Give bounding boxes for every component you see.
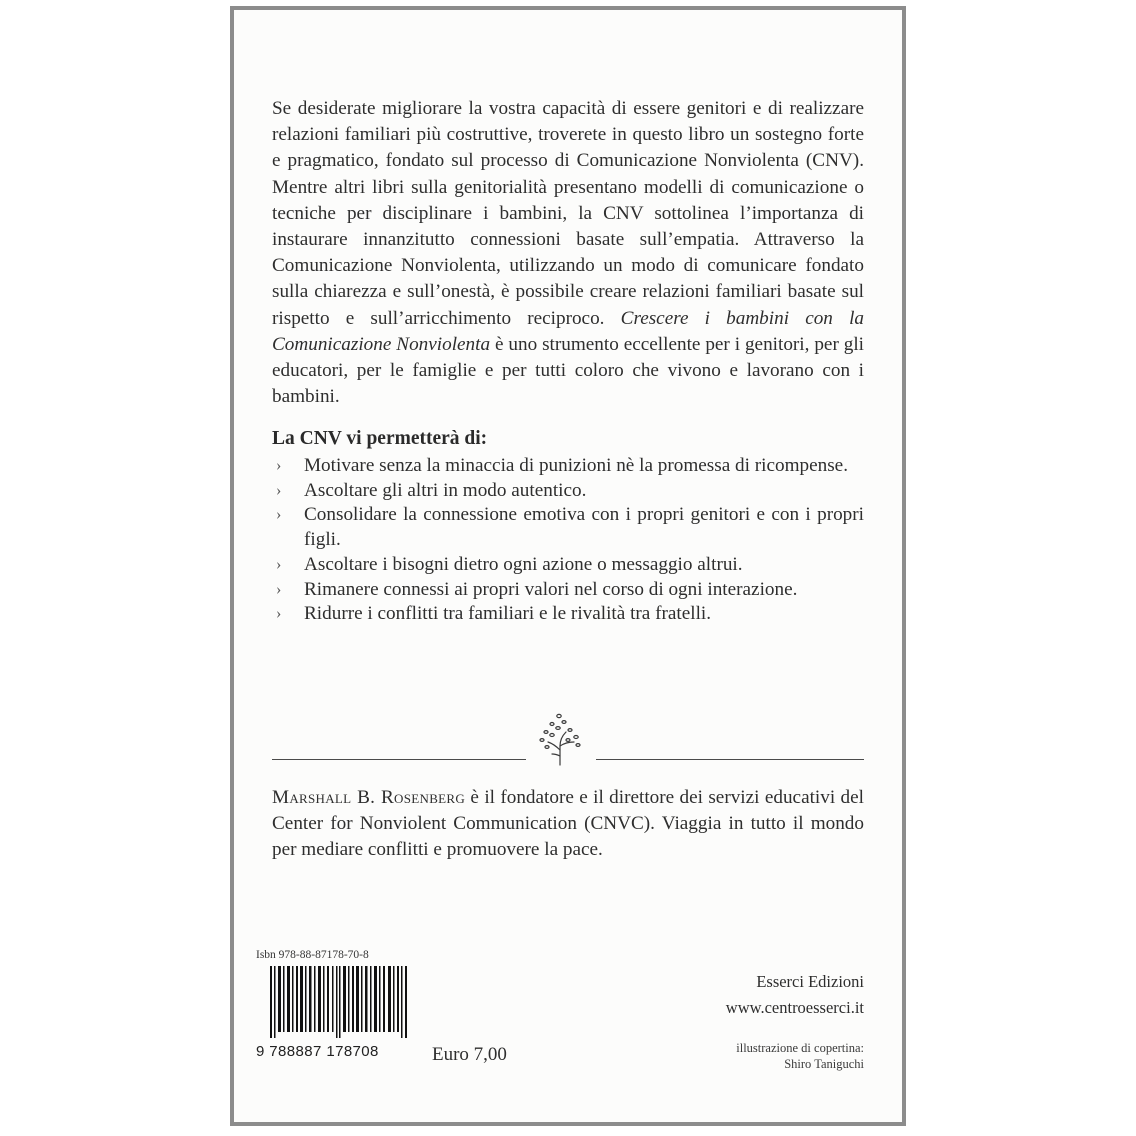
barcode-icon (270, 966, 410, 1038)
price-label: Euro 7,00 (432, 1044, 507, 1065)
benefits-list (272, 454, 864, 627)
blurb-book-title: Crescere i bambini con la Comunicazione Nonviolenta (272, 307, 864, 355)
chevron-bullet-icon: › (276, 605, 282, 623)
benefits-heading: La CNV vi permetterà di: (272, 428, 488, 449)
list-item (272, 602, 864, 627)
list-item (272, 479, 864, 504)
blurb-text-end: è uno strumento eccellente per i genitori, per gli educatori, per le famiglie e per tutti coloro che vivono e lavorano con i bambini. (272, 333, 864, 408)
credits-label: illustrazione di copertina: (736, 1041, 864, 1055)
chevron-bullet-icon: › (276, 457, 282, 474)
divider-line-left (272, 759, 526, 760)
chevron-bullet-icon: › (276, 506, 282, 524)
tree-sprout-icon (530, 710, 590, 766)
author-bio-text: è il fondatore e il direttore dei servizi educativi del Center for Nonviolent Communication (CNVC). Viaggia in tutto il mondo per mediare conflitti e promuovere la pace. (272, 787, 864, 861)
list-item (272, 553, 864, 578)
blurb-text-start: Se desiderate migliorare la vostra capacità di essere genitori e di realizzare relazioni familiari più costruttive, troverete in questo libro un sostegno forte e pragmatico, fondato sul processo di Comunicazione Nonviolenta (CNV). Mentre altri libri sulla genitorialità presentano modelli di comunicazione o tecniche per disciplinare i bambini, la CNV sottolinea l’importanza di instaurare innanzitutto connessioni basate sull’empatia. Attraverso la Comunicazione Nonviolenta, utilizzando un modo di comunicare fondato sulla chiarezza e sull’onestà, è possibile creare relazioni familiari basate sul rispetto e sull’arricchimento reciproco. (272, 98, 864, 329)
publisher-website: www.centroesserci.it (725, 998, 864, 1017)
credits-illustrator: Shiro Taniguchi (784, 1057, 864, 1071)
divider-line-right (596, 759, 864, 760)
isbn-label: Isbn 978-88-87178-70-8 (256, 949, 369, 961)
list-item-text: Consolidare la connessione emotiva con i propri genitori e con i propri figli. (304, 504, 864, 551)
list-item-text: Rimanere connessi ai propri valori nel corso di ogni interazione. (304, 578, 798, 600)
section-divider (272, 708, 864, 768)
list-item (272, 454, 864, 479)
back-cover-blurb (272, 96, 864, 410)
list-item-text: Motivare senza la minaccia di punizioni nè la promessa di ricompense. (304, 455, 848, 476)
author-bio (272, 785, 864, 864)
author-name: Marshall B. Rosenberg (272, 787, 466, 808)
barcode-digits: 9 788887 178708 (256, 1043, 379, 1060)
list-item (272, 578, 864, 603)
list-item-text: Ridurre i conflitti tra familiari e le rivalità tra fratelli. (304, 603, 712, 625)
list-item (272, 503, 864, 552)
cover-illustration-credits (736, 1040, 864, 1072)
chevron-bullet-icon: › (276, 481, 282, 499)
list-item-text: Ascoltare gli altri in modo autentico. (304, 479, 587, 501)
publisher-info (726, 969, 864, 1021)
chevron-bullet-icon: › (276, 555, 282, 573)
list-item-text: Ascoltare i bisogni dietro ogni azione o messaggio altrui. (304, 553, 743, 575)
publisher-name: Esserci Edizioni (756, 972, 864, 991)
chevron-bullet-icon: › (276, 580, 282, 598)
